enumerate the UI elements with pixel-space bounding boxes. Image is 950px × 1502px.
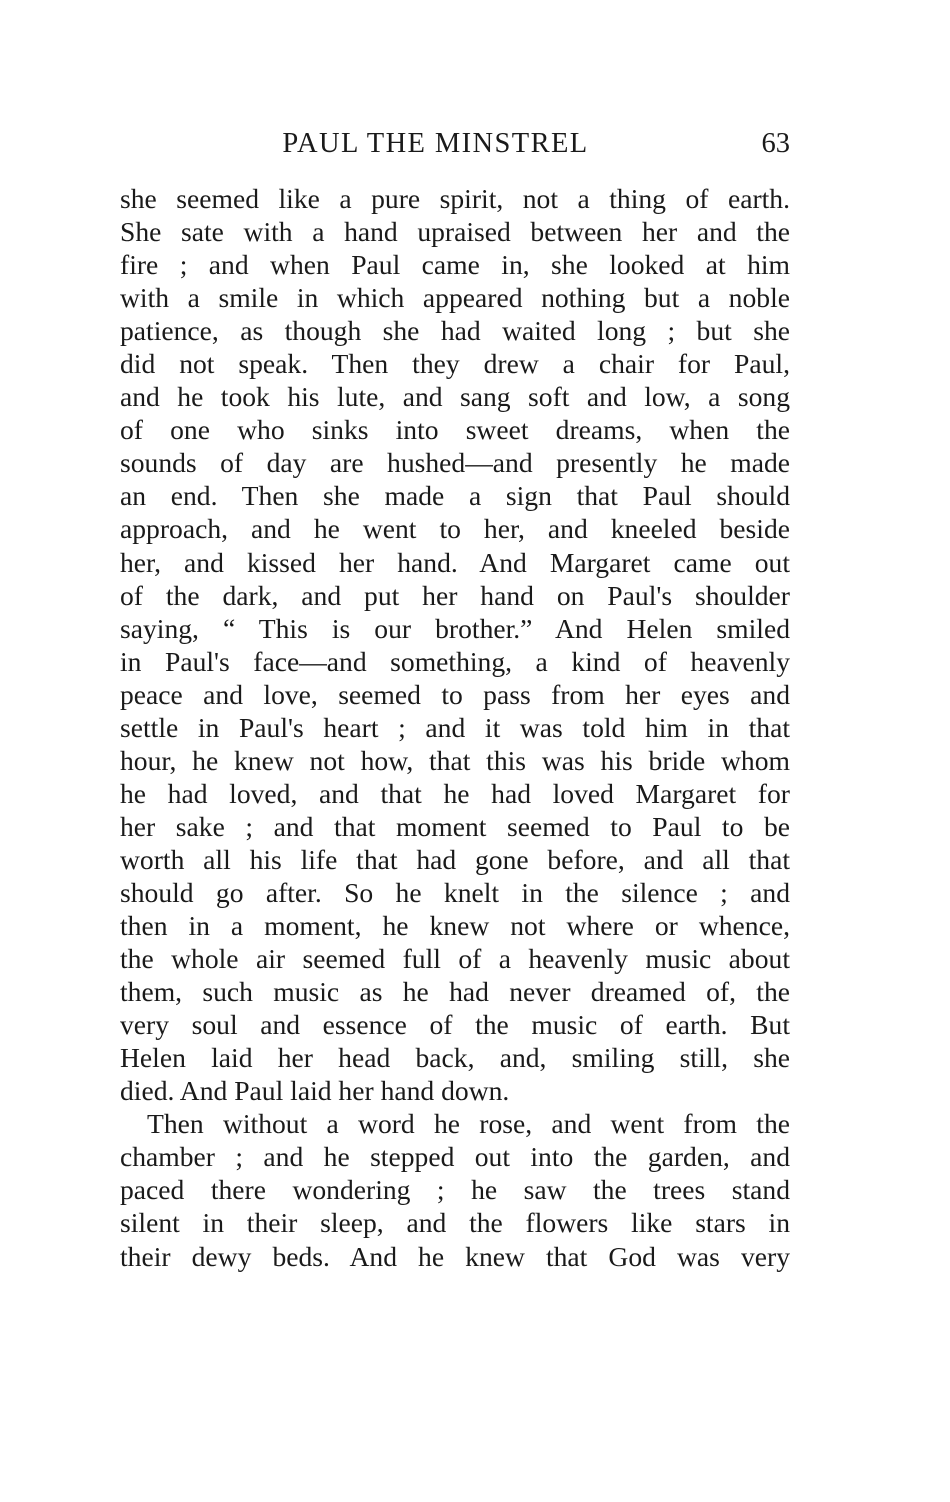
body-text (120, 182, 790, 1273)
text-line: approach, and he went to her, and kneeled beside (120, 513, 790, 545)
text-line: her, and kissed her hand. And Margaret came out (120, 546, 790, 578)
text-line: an end. Then she made a sign that Paul should (120, 480, 790, 512)
text-line: peace and love, seemed to pass from her eyes and (120, 678, 790, 710)
text-line: of one who sinks into sweet dreams, when the (120, 414, 790, 446)
text-line: then in a moment, he knew not where or whence, (120, 910, 790, 942)
paragraph-1 (120, 182, 790, 1107)
text-line: their dewy beds. And he knew that God was very (120, 1240, 790, 1272)
text-line: of the dark, and put her hand on Paul's shoulder (120, 579, 790, 611)
text-line: the whole air seemed full of a heavenly music about (120, 943, 790, 975)
text-line: in Paul's face—and something, a kind of heavenly (120, 645, 790, 677)
text-line: paced there wondering ; he saw the trees stand (120, 1174, 790, 1206)
paragraph-2 (120, 1107, 790, 1272)
text-line: patience, as though she had waited long ; but she (120, 315, 790, 347)
text-line: She sate with a hand upraised between her and the (120, 216, 790, 248)
running-header (121, 124, 790, 164)
text-line: he had loved, and that he had loved Margaret for (120, 777, 790, 809)
text-line: saying, “ This is our brother.” And Helen smiled (120, 612, 790, 644)
text-line: worth all his life that had gone before, and all that (120, 843, 790, 875)
running-title: PAUL THE MINSTREL (282, 128, 589, 159)
text-line: them, such music as he had never dreamed of, the (120, 976, 790, 1008)
text-line: and he took his lute, and sang soft and low, a song (120, 381, 790, 413)
text-line: chamber ; and he stepped out into the garden, and (120, 1141, 790, 1173)
text-line: sounds of day are hushed—and presently he made (120, 447, 790, 479)
text-line: Helen laid her head back, and, smiling still, she (120, 1042, 790, 1074)
text-line: she seemed like a pure spirit, not a thing of earth. (120, 183, 790, 214)
text-line: her sake ; and that moment seemed to Paul to be (120, 810, 790, 842)
text-line: with a smile in which appeared nothing but a noble (120, 282, 790, 314)
text-line: should go after. So he knelt in the silence ; and (120, 876, 790, 908)
text-line: settle in Paul's heart ; and it was told him in that (120, 711, 790, 743)
text-line: fire ; and when Paul came in, she looked at him (120, 249, 790, 281)
text-line: very soul and essence of the music of earth. But (120, 1009, 790, 1041)
text-line: did not speak. Then they drew a chair for Paul, (120, 348, 790, 380)
text-line: Then without a word he rose, and went from the (147, 1108, 790, 1140)
text-line: silent in their sleep, and the flowers like stars in (120, 1207, 790, 1239)
text-line: died. And Paul laid her hand down. (120, 1075, 510, 1107)
text-line: hour, he knew not how, that this was his bride whom (120, 744, 790, 776)
page-number: 63 (761, 128, 790, 159)
